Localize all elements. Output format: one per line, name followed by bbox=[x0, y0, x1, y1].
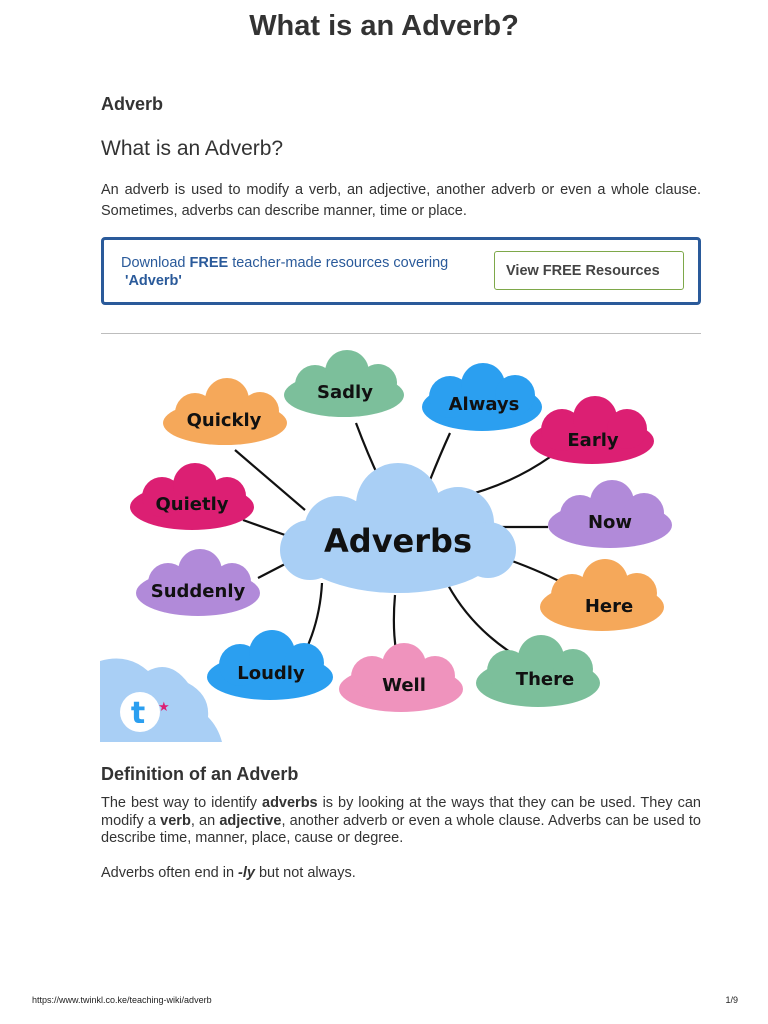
resources-banner-text bbox=[121, 254, 479, 290]
cloud-word-sadly: Sadly bbox=[317, 382, 373, 403]
cloud-quietly bbox=[130, 463, 254, 530]
banner-text-before: Download bbox=[121, 255, 190, 271]
cloud-word-now: Now bbox=[587, 512, 633, 533]
cloud-always bbox=[422, 363, 542, 431]
definition-text-2: is by looking at the ways that they can be used. They can modify a bbox=[101, 795, 701, 829]
banner-topic-link[interactable]: 'Adverb' bbox=[125, 273, 182, 289]
divider bbox=[101, 333, 701, 334]
ly-text-after: but not always. bbox=[254, 865, 356, 881]
cloud-word-early: Early bbox=[567, 430, 619, 451]
cloud-word-quietly: Quietly bbox=[155, 494, 229, 515]
logo-letter: t bbox=[130, 696, 146, 731]
cloud-word-suddenly: Suddenly bbox=[150, 581, 246, 602]
definition-text-1: The best way to identify bbox=[101, 795, 262, 811]
definition-bold-verb: verb bbox=[160, 812, 191, 829]
twinkl-logo bbox=[100, 659, 222, 742]
definition-bold-adverbs: adverbs bbox=[262, 795, 318, 811]
footer-url: https://www.twinkl.co.ke/teaching-wiki/adverb bbox=[32, 995, 212, 1005]
cloud-quickly bbox=[163, 378, 287, 445]
cloud-word-here: Here bbox=[584, 596, 634, 617]
cloud-there bbox=[476, 635, 600, 707]
intro-paragraph: An adverb is used to modify a verb, an adjective, another adverb or even a whole clause. Sometimes, adverbs can describe manner, time or place. bbox=[101, 182, 701, 219]
definition-text-4: , another adverb or even a whole clause. Adverbs can be used to describe time, manner, place, cause or degree. bbox=[101, 812, 701, 846]
footer-page-number: 1/9 bbox=[725, 995, 738, 1005]
ly-paragraph bbox=[101, 864, 701, 882]
cloud-loudly bbox=[207, 630, 333, 700]
resources-banner bbox=[101, 237, 701, 305]
definition-paragraph bbox=[101, 795, 701, 848]
cloud-sadly bbox=[284, 350, 404, 417]
cloud-word-well: Well bbox=[382, 675, 426, 696]
center-word: Adverbs bbox=[324, 522, 472, 560]
section-heading-adverb: Adverb bbox=[101, 94, 164, 114]
logo-star-icon: ★ bbox=[158, 700, 170, 715]
cloud-well bbox=[339, 643, 463, 712]
cloud-early bbox=[530, 396, 654, 464]
banner-free-label: FREE bbox=[189, 255, 229, 271]
ly-suffix: -ly bbox=[238, 865, 255, 881]
cloud-now bbox=[548, 480, 672, 548]
cloud-word-loudly: Loudly bbox=[237, 663, 305, 684]
heading-definition: Definition of an Adverb bbox=[101, 764, 299, 784]
cloud-center bbox=[280, 463, 516, 593]
cloud-word-quickly: Quickly bbox=[186, 410, 262, 431]
cloud-here bbox=[540, 559, 664, 631]
page-title: What is an Adverb? bbox=[249, 10, 519, 42]
ly-text-before: Adverbs often end in bbox=[101, 865, 239, 881]
cloud-suddenly bbox=[136, 549, 260, 616]
subheading-what-is-adverb: What is an Adverb? bbox=[101, 137, 284, 160]
view-free-resources-button[interactable]: View FREE Resources bbox=[494, 251, 684, 290]
adverbs-mind-map bbox=[100, 345, 700, 745]
definition-text-3: , an bbox=[190, 812, 220, 829]
definition-bold-adjective: adjective bbox=[219, 812, 282, 829]
cloud-shape-here bbox=[540, 559, 664, 631]
cloud-word-there: There bbox=[515, 669, 575, 690]
banner-text-after: teacher-made resources covering bbox=[228, 255, 449, 271]
cloud-word-always: Always bbox=[448, 394, 520, 415]
